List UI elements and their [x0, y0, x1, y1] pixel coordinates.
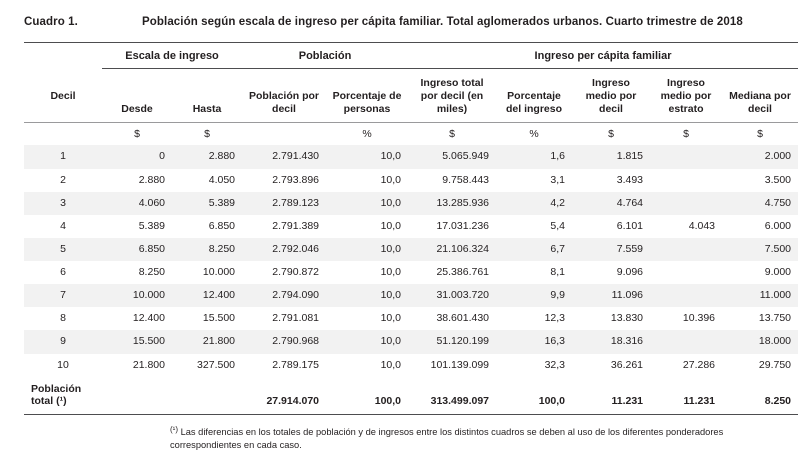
cell-ingreso-total-por-decil: 13.285.936 — [408, 192, 496, 215]
unit-ingreso-total-por-decil: $ — [449, 128, 455, 141]
cell-hasta: 4.050 — [208, 173, 236, 186]
cell-porcentaje-del-ingreso: 8,1 — [550, 266, 566, 279]
cell-porcentaje-de-personas: 10,0 — [380, 358, 402, 371]
column-header-mediana-por-decil: Mediana por decil — [722, 69, 798, 123]
cell-porcentaje-de-personas: 10,0 — [380, 312, 402, 325]
cell-porcentaje-de-personas: 10,0 — [380, 219, 402, 232]
cell-ingreso-medio-por-decil: 6.101 — [616, 219, 644, 232]
cell-desde: 6.850 — [102, 238, 172, 261]
cell-hasta: 8.250 — [172, 238, 242, 261]
cell-hasta: 21.800 — [172, 330, 242, 353]
cell-mediana-por-decil: 29.750 — [758, 358, 792, 371]
cell-decil: 4 — [60, 219, 66, 232]
column-header-ingreso-medio-por-decil: Ingreso medio por decil — [572, 69, 650, 123]
cell-ingreso-medio-por-decil: 7.559 — [572, 238, 650, 261]
cell-ingreso-total-por-decil: 101.139.099 — [430, 358, 490, 371]
group-header-ingreso-per-capita-familiar: Ingreso per cápita familiar — [408, 43, 798, 69]
cell-desde: 4.060 — [102, 192, 172, 215]
cell-ingreso-medio-por-decil: 13.830 — [610, 312, 644, 325]
cell-desde: 8.250 — [138, 266, 165, 279]
table-title — [24, 16, 788, 28]
unit-porcentaje-de-personas: % — [362, 128, 372, 141]
column-header-hasta: Hasta — [172, 69, 242, 123]
cell-desde: 5.389 — [138, 219, 165, 232]
footnote-marker: (¹) — [170, 424, 178, 434]
cell-mediana-por-decil: 18.000 — [722, 330, 798, 353]
table-row — [24, 284, 798, 307]
table-row — [24, 307, 798, 330]
column-header-desde: Desde — [102, 69, 172, 123]
cell-ingreso-medio-por-estrato — [650, 169, 722, 192]
cell-ingreso-medio-por-decil: 3.493 — [616, 173, 644, 186]
cell-mediana-por-decil: 3.500 — [764, 173, 792, 186]
cell-ingreso-total-por-decil: 17.031.236 — [436, 219, 490, 232]
cell-ingreso-medio-por-decil: 9.096 — [616, 266, 644, 279]
total-ingreso-total-por-decil: 313.499.097 — [408, 377, 496, 415]
table-row — [24, 192, 798, 215]
cell-ingreso-medio-por-estrato — [650, 261, 722, 284]
table-title-text: Población según escala de ingreso per cápita familiar. Total aglomerados urbanos. Cuarto trimestre de 2018 — [142, 16, 743, 28]
cell-poblacion-por-decil: 2.794.090 — [242, 284, 326, 307]
cell-mediana-por-decil: 7.500 — [722, 238, 798, 261]
cell-decil: 5 — [24, 238, 102, 261]
table-total-row — [24, 377, 798, 415]
cell-porcentaje-del-ingreso: 4,2 — [496, 192, 572, 215]
table-column-header-row — [24, 69, 798, 123]
cell-ingreso-medio-por-decil: 1.815 — [572, 145, 650, 168]
cell-ingreso-medio-por-estrato: 4.043 — [688, 219, 716, 232]
cell-ingreso-total-por-decil: 21.106.324 — [408, 238, 496, 261]
cell-ingreso-medio-por-estrato: 27.286 — [682, 358, 716, 371]
cell-desde: 12.400 — [132, 312, 165, 325]
cell-porcentaje-del-ingreso: 5,4 — [550, 219, 566, 232]
total-ingreso-medio-por-estrato: 11.231 — [650, 377, 722, 415]
column-header-ingreso-medio-por-estrato: Ingreso medio por estrato — [650, 69, 722, 123]
cell-porcentaje-del-ingreso: 9,9 — [496, 284, 572, 307]
cell-decil: 9 — [24, 330, 102, 353]
cell-hasta: 6.850 — [208, 219, 236, 232]
cell-poblacion-por-decil: 2.791.430 — [242, 145, 326, 168]
cell-poblacion-por-decil: 2.790.968 — [242, 330, 326, 353]
cell-hasta: 327.500 — [197, 358, 236, 371]
table-row — [24, 169, 798, 192]
cell-porcentaje-de-personas: 10,0 — [380, 266, 402, 279]
cell-ingreso-medio-por-estrato — [650, 284, 722, 307]
cell-decil: 3 — [24, 192, 102, 215]
cell-poblacion-por-decil: 2.791.389 — [272, 219, 320, 232]
total-porcentaje-del-ingreso: 100,0 — [496, 377, 572, 415]
cell-ingreso-medio-por-decil: 18.316 — [572, 330, 650, 353]
cell-ingreso-total-por-decil: 5.065.949 — [408, 145, 496, 168]
cell-hasta: 12.400 — [172, 284, 242, 307]
cell-porcentaje-de-personas: 10,0 — [326, 330, 408, 353]
column-header-porcentaje-del-ingreso: Porcentaje del ingreso — [496, 69, 572, 123]
cell-mediana-por-decil: 9.000 — [764, 266, 792, 279]
table-row — [24, 215, 798, 238]
footnote-text: Las diferencias en los totales de población y de ingresos entre los distintos cuadros se deben al uso de los diferentes ponderadores correspondientes en cada caso. — [170, 426, 724, 451]
cell-porcentaje-del-ingreso: 6,7 — [496, 238, 572, 261]
cell-porcentaje-de-personas: 10,0 — [326, 192, 408, 215]
unit-decil — [24, 123, 102, 146]
cell-porcentaje-de-personas: 10,0 — [380, 173, 402, 186]
cell-ingreso-medio-por-estrato — [650, 330, 722, 353]
cell-decil: 6 — [60, 266, 66, 279]
unit-mediana-por-decil: $ — [757, 128, 763, 141]
cell-porcentaje-del-ingreso: 1,6 — [496, 145, 572, 168]
cell-decil: 2 — [60, 173, 66, 186]
table-row — [24, 145, 798, 168]
cell-hasta: 5.389 — [172, 192, 242, 215]
cell-ingreso-medio-por-decil: 36.261 — [610, 358, 644, 371]
cell-porcentaje-del-ingreso: 16,3 — [496, 330, 572, 353]
cell-decil: 1 — [24, 145, 102, 168]
cell-mediana-por-decil: 4.750 — [722, 192, 798, 215]
column-header-poblacion-por-decil: Población por decil — [242, 69, 326, 123]
unit-desde: $ — [134, 128, 140, 141]
cell-porcentaje-del-ingreso: 32,3 — [544, 358, 566, 371]
cell-ingreso-medio-por-estrato: 10.396 — [682, 312, 716, 325]
cell-ingreso-total-por-decil: 9.758.443 — [442, 173, 490, 186]
cell-ingreso-total-por-decil: 25.386.761 — [436, 266, 490, 279]
cell-ingreso-medio-por-decil: 11.096 — [572, 284, 650, 307]
cell-decil: 7 — [24, 284, 102, 307]
cell-desde: 21.800 — [132, 358, 165, 371]
group-header-escala-de-ingreso: Escala de ingreso — [102, 43, 242, 69]
table-row — [24, 261, 798, 284]
cell-desde: 10.000 — [102, 284, 172, 307]
table-row — [24, 354, 798, 377]
cell-mediana-por-decil: 13.750 — [758, 312, 792, 325]
cell-poblacion-por-decil: 2.792.046 — [242, 238, 326, 261]
column-header-ingreso-total-por-decil: Ingreso total por decil (en miles) — [408, 69, 496, 123]
unit-hasta: $ — [204, 128, 210, 141]
cell-ingreso-medio-por-estrato — [650, 145, 722, 168]
unit-ingreso-medio-por-decil: $ — [608, 128, 614, 141]
table-number-label: Cuadro 1. — [24, 16, 78, 28]
cell-ingreso-total-por-decil: 31.003.720 — [408, 284, 496, 307]
cell-hasta: 2.880 — [172, 145, 242, 168]
total-porcentaje-de-personas: 100,0 — [326, 377, 408, 415]
cell-porcentaje-del-ingreso: 3,1 — [550, 173, 566, 186]
cell-mediana-por-decil: 6.000 — [764, 219, 792, 232]
table-body — [24, 123, 798, 414]
cell-decil: 10 — [57, 358, 69, 371]
cell-poblacion-por-decil: 2.791.081 — [272, 312, 320, 325]
table-row — [24, 330, 798, 353]
cell-desde: 2.880 — [138, 173, 165, 186]
income-decile-table — [24, 42, 798, 415]
cell-poblacion-por-decil: 2.793.896 — [272, 173, 320, 186]
cell-poblacion-por-decil: 2.789.123 — [242, 192, 326, 215]
group-header-blank — [24, 43, 102, 69]
cell-ingreso-medio-por-estrato — [650, 238, 722, 261]
total-hasta — [172, 377, 242, 415]
cell-hasta: 10.000 — [202, 266, 236, 279]
cell-desde: 0 — [102, 145, 172, 168]
total-desde — [102, 377, 172, 415]
total-row-label: Población total (¹) — [24, 377, 102, 415]
cell-hasta: 15.500 — [202, 312, 236, 325]
cell-mediana-por-decil: 11.000 — [722, 284, 798, 307]
cell-ingreso-medio-por-estrato — [650, 192, 722, 215]
table-row — [24, 238, 798, 261]
total-mediana-por-decil: 8.250 — [722, 377, 798, 415]
cell-poblacion-por-decil: 2.790.872 — [272, 266, 320, 279]
cell-mediana-por-decil: 2.000 — [722, 145, 798, 168]
table-footnote — [170, 424, 782, 453]
total-poblacion-por-decil: 27.914.070 — [242, 377, 326, 415]
cell-porcentaje-de-personas: 10,0 — [326, 284, 408, 307]
cell-ingreso-medio-por-decil: 4.764 — [572, 192, 650, 215]
column-header-decil: Decil — [24, 69, 102, 123]
cell-decil: 8 — [60, 312, 66, 325]
cell-porcentaje-de-personas: 10,0 — [326, 238, 408, 261]
cell-ingreso-total-por-decil: 38.601.430 — [436, 312, 490, 325]
cell-porcentaje-del-ingreso: 12,3 — [544, 312, 566, 325]
table-units-row — [24, 123, 798, 146]
unit-porcentaje-del-ingreso: % — [529, 128, 539, 141]
total-ingreso-medio-por-decil: 11.231 — [572, 377, 650, 415]
unit-poblacion-por-decil — [242, 123, 326, 146]
cell-poblacion-por-decil: 2.789.175 — [272, 358, 320, 371]
cell-desde: 15.500 — [102, 330, 172, 353]
group-header-poblacion: Población — [242, 43, 408, 69]
table-group-header-row — [24, 43, 798, 69]
cell-porcentaje-de-personas: 10,0 — [326, 145, 408, 168]
unit-ingreso-medio-por-estrato: $ — [683, 128, 689, 141]
cell-ingreso-total-por-decil: 51.120.199 — [408, 330, 496, 353]
column-header-porcentaje-de-personas: Porcentaje de personas — [326, 69, 408, 123]
